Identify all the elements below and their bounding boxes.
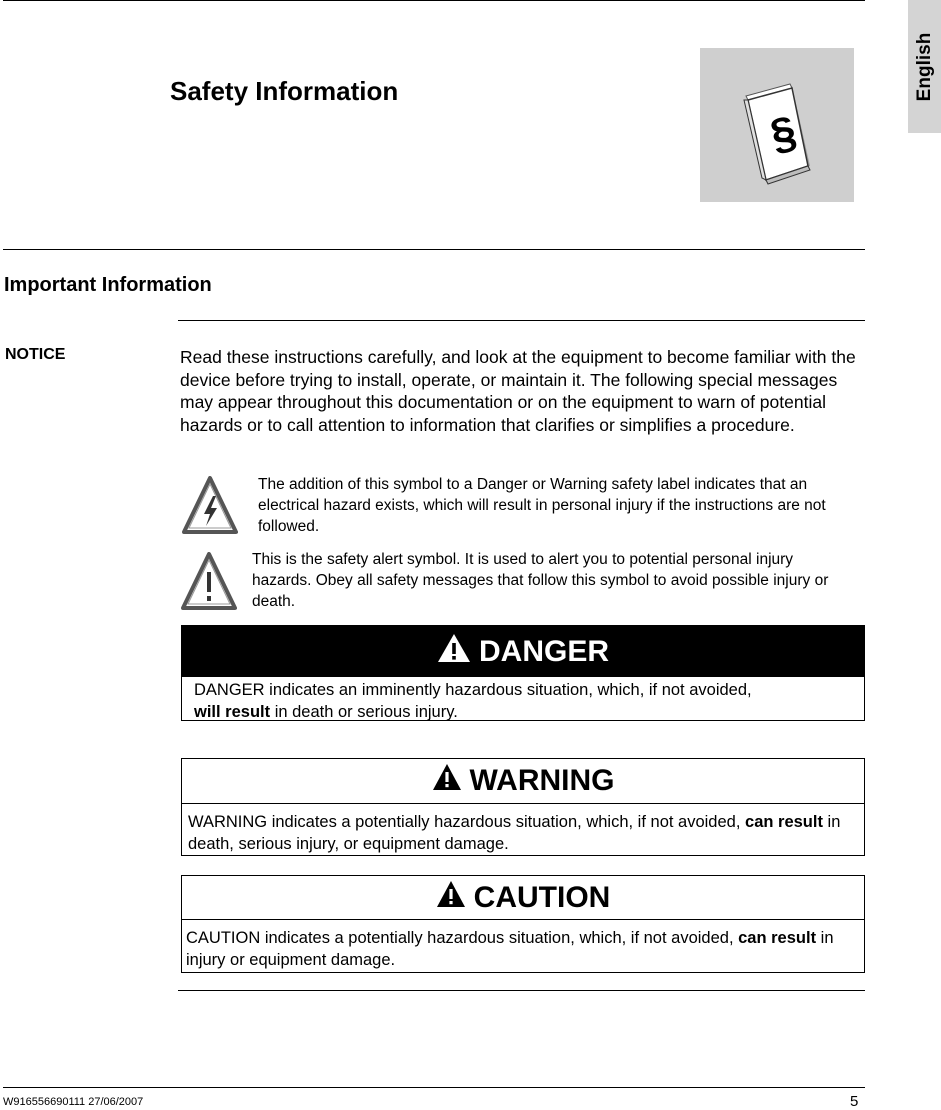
danger-text: DANGER indicates an imminently hazardous situation, which, if not avoided, will result in death or serious injury. xyxy=(194,681,752,721)
notice-text: Read these instructions carefully, and look at the equipment to become familiar with the device before trying to install, operate, or maintain it. The following special messages may appear throughout this documentation or on the equipment to warn of potential hazards or to call attention to information that clarifies or simplifies a procedure. xyxy=(180,347,856,435)
language-label: English xyxy=(913,32,935,101)
alert-symbol-text: This is the safety alert symbol. It is used to alert you to potential personal injury hazards. Obey all safety messages that follow this symbol to avoid possible injury or death. xyxy=(252,551,829,610)
document-id: W916556690111 27/06/2007 xyxy=(3,1096,144,1108)
book-section-icon xyxy=(700,48,854,202)
warning-box xyxy=(181,758,865,856)
safety-alert-icon xyxy=(181,552,237,617)
danger-alert-icon xyxy=(437,633,471,671)
warning-header xyxy=(182,759,864,804)
language-tab xyxy=(908,0,941,133)
page-number: 5 xyxy=(850,1093,859,1110)
danger-box xyxy=(181,625,865,721)
page-title: Safety Information xyxy=(170,76,399,106)
caution-box xyxy=(181,875,865,973)
notice-rule xyxy=(178,320,865,321)
caution-text: CAUTION indicates a potentially hazardous situation, which, if not avoided, can result in injury or equipment damage. xyxy=(186,929,834,969)
title-rule xyxy=(3,249,865,250)
danger-header xyxy=(182,626,864,677)
section-heading: Important Information xyxy=(4,274,212,296)
caution-header xyxy=(182,876,864,920)
footer-rule xyxy=(3,1087,865,1088)
caution-alert-icon xyxy=(436,880,466,916)
top-rule xyxy=(3,0,865,1)
section-end-rule xyxy=(178,990,865,991)
electric-symbol-text: The addition of this symbol to a Danger or Warning safety label indicates that an electrical hazard exists, which will result in personal injury if the instructions are not followed. xyxy=(258,476,826,535)
danger-title: DANGER xyxy=(478,634,609,668)
electric-hazard-icon xyxy=(182,476,238,541)
warning-text: WARNING indicates a potentially hazardous situation, which, if not avoided, can result in death, serious injury, or equipment damage. xyxy=(188,813,841,853)
warning-title: WARNING xyxy=(469,764,615,797)
warning-alert-icon xyxy=(432,763,462,799)
svg-text:§: § xyxy=(765,106,802,161)
notice-label: NOTICE xyxy=(5,346,66,363)
caution-title: CAUTION xyxy=(473,880,611,914)
